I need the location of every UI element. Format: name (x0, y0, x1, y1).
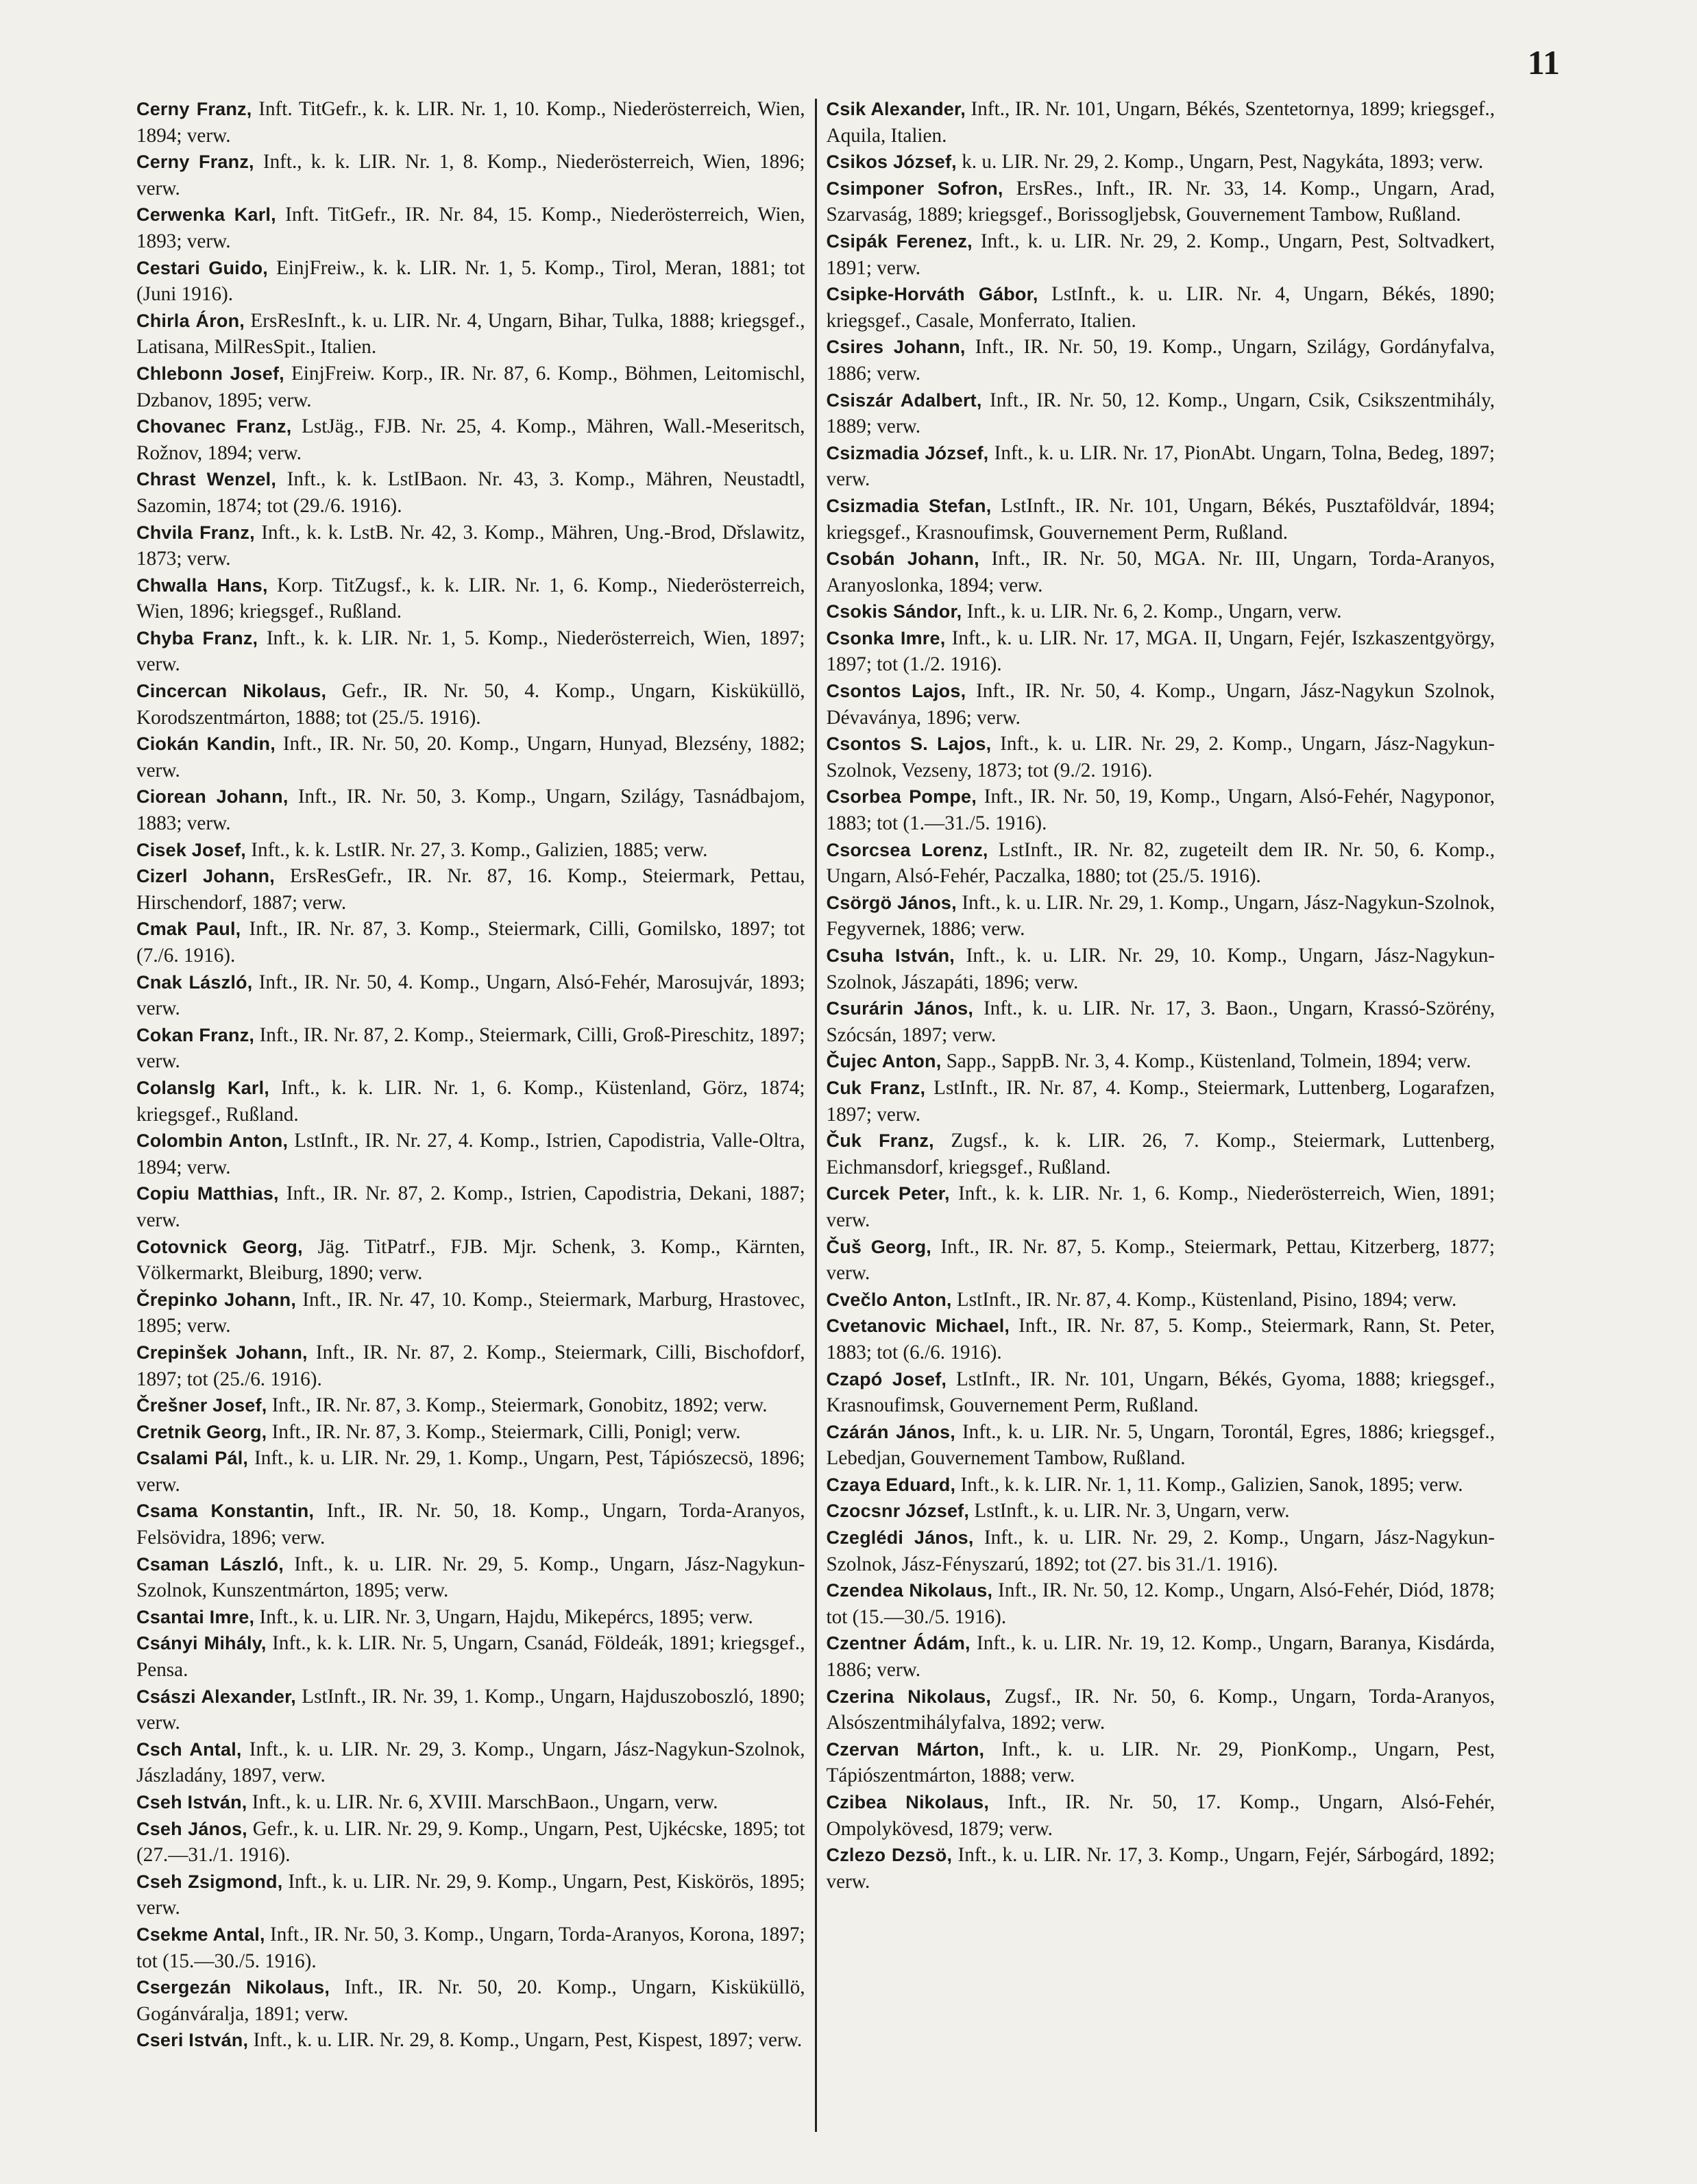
entry-name: Ciokán Kandin, (136, 733, 276, 755)
entry-name: Cretnik Georg, (136, 1421, 267, 1442)
list-entry (136, 520, 805, 572)
entry-name: Cseh István, (136, 1792, 247, 1812)
entry-name: Czárán János, (826, 1421, 955, 1442)
entry-name: Csergezán Nikolaus, (136, 1977, 330, 1998)
list-entry (827, 995, 1495, 1048)
two-column-list (127, 96, 1504, 2139)
entry-details: Inft., k. u. LIR. Nr. 29, 5. Komp., Ungarn, Jász-Nagykun-Szolnok, Kunszentmárton, 1895; verw. (136, 1553, 805, 1602)
list-entry (136, 1736, 805, 1789)
entry-name: Csizmadia József, (826, 442, 989, 463)
entry-details: Inft., k. u. LIR. Nr. 29, 1. Komp., Ungarn, Pest, Tápiószecsö, 1896; verw. (136, 1447, 805, 1496)
list-entry (827, 837, 1495, 890)
entry-name: Czerina Nikolaus, (826, 1686, 992, 1707)
entry-name: Czlezo Dezsö, (826, 1845, 953, 1866)
entry-details: Inft., k. u. LIR. Nr. 29, PionKomp., Ungarn, Pest, Tápiószentmárton, 1888; verw. (826, 1738, 1495, 1787)
list-entry (136, 1974, 805, 2027)
entry-details: ErsRes., Inft., IR. Nr. 33, 14. Komp., Ungarn, Arad, Szarvaság, 1889; kriegsgef., Borissogljebsk, Gouvernement Tambow, Rußland. (826, 177, 1495, 226)
entry-name: Csorcsea Lorenz, (826, 839, 988, 860)
entry-details: Inft., k. u. LIR. Nr. 29, 3. Komp., Ungarn, Jász-Nagykun-Szolnok, Jászladány, 1897, verw. (136, 1738, 805, 1787)
entry-details: Inft., k. u. LIR. Nr. 29, 10. Komp., Ungarn, Jász-Nagykun-Szolnok, Jászapáti, 1896; verw. (826, 945, 1495, 993)
entry-name: Chrast Wenzel, (136, 469, 277, 490)
entry-details: Inft., IR. Nr. 87, 5. Komp., Steiermark, Pettau, Kitzerberg, 1877; verw. (826, 1235, 1495, 1285)
entry-details: Inft., IR. Nr. 50, 12. Komp., Ungarn, Alsó-Fehér, Diód, 1878; tot (15.—30./5. 1916). (826, 1579, 1495, 1628)
entry-details: Gefr., k. u. LIR. Nr. 29, 9. Komp., Ungarn, Pest, Ujkécske, 1895; tot (27.—31./1. 1916). (136, 1817, 805, 1867)
entry-details: Inft., k. u. LIR. Nr. 6, 2. Komp., Ungarn, verw. (966, 600, 1342, 623)
list-entry (136, 1498, 805, 1551)
entry-details: LstJäg., FJB. Nr. 25, 4. Komp., Mähren, Wall.-Meseritsch, Rožnov, 1894; verw. (136, 415, 805, 464)
entry-details: Jäg. TitPatrf., FJB. Mjr. Schenk, 3. Komp., Kärnten, Völkermarkt, Bleiburg, 1890; verw. (136, 1235, 805, 1285)
entry-details: k. u. LIR. Nr. 29, 2. Komp., Ungarn, Pest, Nagykáta, 1893; verw. (962, 151, 1484, 173)
entry-name: Csik Alexander, (826, 99, 966, 119)
entry-name: Cizerl Johann, (136, 866, 275, 887)
entry-name: Czapó Josef, (826, 1368, 947, 1390)
list-entry (136, 1180, 805, 1233)
list-entry (827, 1075, 1495, 1128)
list-entry (827, 625, 1495, 678)
list-entry (136, 678, 805, 731)
list-entry (136, 863, 805, 916)
entry-details: Inft., k. u. LIR. Nr. 29, 9. Komp., Ungarn, Pest, Kiskörös, 1895; verw. (136, 1870, 805, 1919)
list-entry (827, 1630, 1495, 1683)
list-entry (827, 387, 1495, 440)
entry-details: Inft., k. u. LIR. Nr. 6, XVIII. MarschBaon., Ungarn, verw. (252, 1791, 718, 1813)
entry-details: LstInft., IR. Nr. 27, 4. Komp., Istrien, Capodistria, Valle-Oltra, 1894; verw. (136, 1130, 805, 1178)
entry-details: Inft., k. u. LIR. Nr. 19, 12. Komp., Ungarn, Baranya, Kisdárda, 1886; verw. (826, 1632, 1495, 1682)
right-column (817, 96, 1505, 2139)
entry-name: Chovanec Franz, (136, 416, 292, 437)
entry-details: Inft., IR. Nr. 50, 12. Komp., Ungarn, Csik, Csikszentmihály, 1889; verw. (826, 389, 1495, 438)
list-entry (136, 413, 805, 466)
entry-details: Inft., k. u. LIR. Nr. 29, 8. Komp., Ungarn, Pest, Kispest, 1897; verw. (253, 2029, 803, 2052)
entry-details: Inft., k. k. LIR. Nr. 1, 8. Komp., Niederösterreich, Wien, 1896; verw. (136, 151, 805, 199)
list-entry (827, 175, 1495, 228)
list-entry (827, 943, 1495, 995)
entry-details: Inft., k. k. LIR. Nr. 1, 6. Komp., Küstenland, Görz, 1874; kriegsgef., Rußland. (136, 1076, 805, 1126)
entry-details: Inft., IR. Nr. 50, 3. Komp., Ungarn, Torda-Aranyos, Korona, 1897; tot (15.—30./5. 1916). (136, 1923, 805, 1972)
entry-details: Inft., k. k. LIR. Nr. 1, 11. Komp., Galizien, Sanok, 1895; verw. (960, 1473, 1463, 1496)
list-entry (827, 1472, 1495, 1499)
list-entry (136, 1551, 805, 1604)
entry-details: Inft., IR. Nr. 87, 3. Komp., Steiermark, Cilli, Gomilsko, 1897; tot (7./6. 1916). (136, 918, 805, 967)
entry-details: LstInft., IR. Nr. 101, Ungarn, Békés, Gyoma, 1888; kriegsgef., Krasnoufimsk, Gouvernement Perm, Rußland. (826, 1368, 1495, 1417)
entry-name: Csantai Imre, (136, 1606, 255, 1627)
list-entry (136, 1339, 805, 1392)
list-entry (827, 1525, 1495, 1577)
list-entry (136, 916, 805, 969)
entry-name: Čuš Georg, (826, 1236, 931, 1257)
entry-name: Chwalla Hans, (136, 574, 268, 596)
entry-name: Czaya Eduard, (826, 1474, 956, 1495)
list-entry (136, 308, 805, 361)
entry-name: Csama Konstantin, (136, 1501, 315, 1522)
entry-name: Cotovnick Georg, (136, 1236, 303, 1257)
entry-details: LstInft., IR. Nr. 87, 4. Komp., Küstenland, Pisino, 1894; verw. (956, 1288, 1457, 1311)
list-entry (827, 96, 1495, 149)
entry-details: Inft., IR. Nr. 87, 2. Komp., Steiermark, Cilli, Groß-Pireschitz, 1897; verw. (136, 1023, 805, 1073)
entry-details: Inft., k. u. LIR. Nr. 29, 2. Komp., Ungarn, Jász-Nagykun-Szolnok, Jász-Fényszarú, 1892; tot (27. bis 31./1. 1916). (826, 1527, 1495, 1575)
entry-details: Inft., IR. Nr. 101, Ungarn, Békés, Szentetornya, 1899; kriegsgef., Aquila, Italien. (826, 98, 1495, 147)
left-column (127, 96, 815, 2139)
entry-name: Csekme Antal, (136, 1924, 265, 1945)
entry-details: Inft., k. u. LIR. Nr. 29, 2. Komp., Ungarn, Jász-Nagykun-Szolnok, Vezseny, 1873; tot (9./2. 1916). (826, 733, 1495, 781)
entry-details: Inft., k. k. LIR. Nr. 5, Ungarn, Csanád, Földeák, 1891; kriegsgef., Pensa. (136, 1632, 805, 1682)
entry-name: Csányi Mihály, (136, 1633, 267, 1654)
entry-name: Črepinko Johann, (136, 1289, 297, 1310)
list-entry (136, 1445, 805, 1498)
list-entry (136, 361, 805, 413)
entry-details: LstInft., k. u. LIR. Nr. 4, Ungarn, Békés, 1890; kriegsgef., Casale, Monferrato, Italien. (826, 283, 1495, 332)
entry-name: Čujec Anton, (826, 1051, 942, 1072)
entry-details: Inft., IR. Nr. 50, 19, Komp., Ungarn, Alsó-Fehér, Nagyponor, 1883; tot (1.—31./5. 1916). (826, 786, 1495, 835)
entry-details: Zugsf., k. k. LIR. 26, 7. Komp., Steiermark, Luttenberg, Eichmansdorf, kriegsgef., Rußland. (826, 1130, 1495, 1178)
entry-details: LstInft., IR. Nr. 101, Ungarn, Békés, Pusztaföldvár, 1894; kriegsgef., Krasnoufimsk, Gouvernement Perm, Rußland. (826, 494, 1495, 544)
entry-name: Cokan Franz, (136, 1024, 255, 1045)
list-entry (136, 1684, 805, 1736)
list-entry (827, 334, 1495, 387)
list-entry (136, 1789, 805, 1816)
entry-name: Csalami Pál, (136, 1448, 249, 1469)
entry-name: Czeglédi János, (826, 1527, 974, 1549)
entry-details: Korp. TitZugsf., k. k. LIR. Nr. 1, 6. Komp., Niederösterreich, Wien, 1896; kriegsgef., Rußland. (136, 574, 805, 623)
entry-name: Cuk Franz, (826, 1077, 926, 1098)
list-entry (136, 1921, 805, 1974)
list-entry (827, 1128, 1495, 1180)
list-entry (827, 1577, 1495, 1630)
list-entry (136, 731, 805, 784)
entry-name: Crepinšek Johann, (136, 1342, 308, 1363)
entry-name: Csiszár Adalbert, (826, 389, 982, 411)
list-entry (136, 1816, 805, 1869)
list-entry (827, 890, 1495, 943)
entry-name: Czibea Nikolaus, (826, 1792, 990, 1812)
entry-name: Colombin Anton, (136, 1130, 289, 1152)
list-entry (136, 1630, 805, 1683)
entry-name: Császi Alexander, (136, 1686, 296, 1707)
entry-name: Csobán Johann, (826, 548, 979, 570)
entry-details: Inft., k. k. LstB. Nr. 42, 3. Komp., Mähren, Ung.-Brod, Dřslawitz, 1873; verw. (136, 521, 805, 570)
entry-name: Csaman László, (136, 1553, 284, 1575)
entry-details: Inft. TitGefr., k. k. LIR. Nr. 1, 10. Komp., Niederösterreich, Wien, 1894; verw. (136, 98, 805, 147)
entry-details: Inft., k. k. LIR. Nr. 1, 6. Komp., Niederösterreich, Wien, 1891; verw. (826, 1182, 1495, 1231)
entry-name: Cincercan Nikolaus, (136, 681, 327, 702)
list-entry (827, 1287, 1495, 1313)
list-entry (827, 440, 1495, 493)
entry-name: Csörgö János, (826, 892, 957, 913)
entry-name: Cerwenka Karl, (136, 204, 276, 226)
list-entry (136, 837, 805, 864)
entry-details: Inft., IR. Nr. 47, 10. Komp., Steiermark, Marburg, Hrastovec, 1895; verw. (136, 1288, 805, 1337)
entry-name: Csuha István, (826, 945, 955, 966)
entry-details: Inft., IR. Nr. 50, 4. Komp., Ungarn, Alsó-Fehér, Marosujvár, 1893; verw. (136, 971, 805, 1020)
list-entry (827, 546, 1495, 598)
list-entry (827, 1498, 1495, 1525)
entry-details: Inft., k. u. LIR. Nr. 17, 3. Baon., Ungarn, Krassó-Szörény, Szócsán, 1897; verw. (826, 997, 1495, 1046)
list-entry (827, 1313, 1495, 1366)
entry-name: Cseri István, (136, 2030, 249, 2051)
entry-name: Cestari Guido, (136, 257, 268, 278)
list-entry (827, 731, 1495, 784)
entry-name: Črešner Josef, (136, 1395, 267, 1416)
entry-name: Chlebonn Josef, (136, 363, 284, 384)
entry-name: Csizmadia Stefan, (826, 495, 992, 516)
entry-details: Inft., k. k. LstIR. Nr. 27, 3. Komp., Galizien, 1885; verw. (251, 838, 708, 861)
entry-details: LstInft., IR. Nr. 87, 4. Komp., Steiermark, Luttenberg, Logarafzen, 1897; verw. (826, 1076, 1495, 1126)
list-entry (136, 255, 805, 308)
list-entry (827, 1234, 1495, 1287)
list-entry (136, 1392, 805, 1419)
entry-name: Czervan Márton, (826, 1738, 985, 1760)
entry-details: Inft., k. u. LIR. Nr. 5, Ungarn, Torontál, Egres, 1886; kriegsgef., Lebedjan, Gouvernement Tambow, Rußland. (826, 1420, 1495, 1470)
list-entry (827, 1366, 1495, 1419)
entry-name: Cseh János, (136, 1818, 247, 1839)
list-entry (827, 1789, 1495, 1842)
entry-details: Gefr., IR. Nr. 50, 4. Komp., Ungarn, Kisküküllö, Korodszentmárton, 1888; tot (25./5. 1916). (136, 680, 805, 729)
entry-details: Inft., k. u. LIR. Nr. 17, MGA. II, Ungarn, Fejér, Iszkaszentgyörgy, 1897; tot (1./2. 1916). (826, 627, 1495, 676)
entry-details: Inft., IR. Nr. 87, 3. Komp., Steiermark, Gonobitz, 1892; verw. (271, 1394, 768, 1417)
entry-name: Csires Johann, (826, 337, 966, 358)
entry-name: Csurárin János, (826, 998, 974, 1019)
entry-details: Inft., IR. Nr. 50, 19. Komp., Ungarn, Szilágy, Gordányfalva, 1886; verw. (826, 336, 1495, 385)
entry-details: EinjFreiw., k. k. LIR. Nr. 1, 5. Komp., Tirol, Meran, 1881; tot (Juni 1916). (136, 256, 805, 306)
entry-name: Csch Antal, (136, 1738, 242, 1760)
entry-details: Inft., k. k. LIR. Nr. 1, 5. Komp., Niederösterreich, Wien, 1897; verw. (136, 627, 805, 676)
entry-details: LstInft., IR. Nr. 82, zugeteilt dem IR. Nr. 50, 6. Komp., Ungarn, Alsó-Fehér, Paczalka, 1880; tot (25./5. 1916). (826, 838, 1495, 888)
entry-name: Cerny Franz, (136, 151, 254, 173)
list-entry (136, 466, 805, 519)
entry-name: Czocsnr József, (826, 1501, 970, 1522)
entry-name: Cerny Franz, (136, 99, 252, 119)
entry-details: Inft., IR. Nr. 50, MGA. Nr. III, Ungarn, Torda-Aranyos, Aranyoslonka, 1894; verw. (826, 548, 1495, 596)
entry-details: Inft., IR. Nr. 50, 3. Komp., Ungarn, Szilágy, Tasnádbajom, 1883; verw. (136, 786, 805, 835)
list-entry (827, 1048, 1495, 1075)
entry-details: Inft., k. u. LIR. Nr. 17, PionAbt. Ungarn, Tolna, Bedeg, 1897; verw. (826, 441, 1495, 491)
list-entry (827, 1419, 1495, 1472)
entry-name: Colanslg Karl, (136, 1077, 269, 1098)
entry-details: Inft., IR. Nr. 87, 2. Komp., Steiermark, Cilli, Bischofdorf, 1897; tot (25./6. 1916). (136, 1341, 805, 1390)
entry-details: Inft., IR. Nr. 50, 4. Komp., Ungarn, Jász-Nagykun Szolnok, Dévaványa, 1896; verw. (826, 680, 1495, 729)
entry-details: Inft., IR. Nr. 87, 3. Komp., Steiermark, Cilli, Ponigl; verw. (271, 1420, 741, 1443)
entry-name: Cvetanovic Michael, (826, 1315, 1010, 1337)
list-entry (136, 1075, 805, 1128)
entry-name: Csimponer Sofron, (826, 178, 1003, 199)
entry-details: Inft., IR. Nr. 87, 2. Komp., Istrien, Capodistria, Dekani, 1887; verw. (136, 1182, 805, 1231)
entry-details: Sapp., SappB. Nr. 3, 4. Komp., Küstenland, Tolmein, 1894; verw. (946, 1050, 1472, 1073)
list-entry (136, 1604, 805, 1631)
entry-name: Cmak Paul, (136, 919, 241, 940)
entry-details: Inft., IR. Nr. 87, 5. Komp., Steiermark, Rann, St. Peter, 1883; tot (6./6. 1916). (826, 1315, 1495, 1363)
list-entry (827, 598, 1495, 625)
entry-details: ErsResGefr., IR. Nr. 87, 16. Komp., Steiermark, Pettau, Hirschendorf, 1887; verw. (136, 865, 805, 914)
entry-details: Inft., k. u. LIR. Nr. 3, Ungarn, Hajdu, Mikepércs, 1895; verw. (259, 1605, 753, 1628)
entry-name: Csorbea Pompe, (826, 786, 977, 808)
entry-details: Inft., IR. Nr. 50, 17. Komp., Ungarn, Alsó-Fehér, Ompolykövesd, 1879; verw. (826, 1791, 1495, 1840)
entry-name: Csipák Ferenez, (826, 230, 973, 252)
entry-details: LstInft., IR. Nr. 39, 1. Komp., Ungarn, Hajduszoboszló, 1890; verw. (136, 1685, 805, 1734)
entry-details: EinjFreiw. Korp., IR. Nr. 87, 6. Komp., Böhmen, Leitomischl, Dzbanov, 1895; verw. (136, 362, 805, 411)
entry-details: Inft., IR. Nr. 50, 20. Komp., Ungarn, Hunyad, Blezsény, 1882; verw. (136, 733, 805, 781)
list-entry (827, 1684, 1495, 1736)
list-entry (827, 678, 1495, 731)
entry-name: Chirla Áron, (136, 310, 245, 331)
list-entry (136, 202, 805, 254)
entry-name: Czendea Nikolaus, (826, 1580, 993, 1601)
list-entry (136, 1128, 805, 1180)
entry-name: Cnak László, (136, 971, 253, 993)
list-entry (136, 784, 805, 836)
list-entry (136, 969, 805, 1022)
entry-name: Cseh Zsigmond, (136, 1871, 283, 1892)
list-entry (136, 625, 805, 678)
entry-name: Csokis Sándor, (826, 601, 962, 622)
list-entry (136, 572, 805, 625)
list-entry (136, 1287, 805, 1339)
entry-details: Inft., IR. Nr. 50, 18. Komp., Ungarn, Torda-Aranyos, Felsövidra, 1896; verw. (136, 1500, 805, 1549)
entry-name: Csonka Imre, (826, 627, 946, 648)
list-entry (827, 1842, 1495, 1895)
list-entry (827, 1736, 1495, 1789)
list-entry (136, 1022, 805, 1075)
entry-name: Czentner Ádám, (826, 1633, 970, 1654)
list-entry (827, 149, 1495, 175)
list-entry (827, 228, 1495, 281)
entry-details: Inft. TitGefr., IR. Nr. 84, 15. Komp., Niederösterreich, Wien, 1893; verw. (136, 204, 805, 252)
list-entry (827, 784, 1495, 836)
entry-name: Csikos József, (826, 151, 957, 173)
entry-name: Csipke-Horváth Gábor, (826, 284, 1038, 305)
list-entry (136, 96, 805, 149)
entry-details: Zugsf., IR. Nr. 50, 6. Komp., Ungarn, Torda-Aranyos, Alsószentmihályfalva, 1892; verw. (826, 1685, 1495, 1734)
entry-name: Cvečlo Anton, (826, 1289, 952, 1310)
entry-details: Inft., k. u. LIR. Nr. 29, 1. Komp., Ungarn, Jász-Nagykun-Szolnok, Fegyvernek, 1886; verw. (826, 891, 1495, 941)
entry-name: Cisek Josef, (136, 839, 246, 860)
entry-name: Copiu Matthias, (136, 1183, 279, 1204)
entry-name: Curcek Peter, (826, 1183, 950, 1204)
list-entry (136, 2027, 805, 2054)
entry-details: Inft., IR. Nr. 50, 20. Komp., Ungarn, Kisküküllö, Gogánváralja, 1891; verw. (136, 1976, 805, 2025)
page-number: 11 (1527, 43, 1560, 82)
entry-name: Chvila Franz, (136, 522, 255, 543)
list-entry (827, 1180, 1495, 1233)
list-entry (136, 1419, 805, 1446)
list-entry (827, 281, 1495, 334)
list-entry (827, 493, 1495, 546)
entry-name: Ciorean Johann, (136, 786, 289, 808)
entry-details: LstInft., k. u. LIR. Nr. 3, Ungarn, verw. (974, 1500, 1290, 1522)
list-entry (136, 1869, 805, 1921)
entry-details: Inft., k. u. LIR. Nr. 29, 2. Komp., Ungarn, Pest, Soltvadkert, 1891; verw. (826, 230, 1495, 279)
entry-name: Csontos Lajos, (826, 681, 966, 702)
entry-details: Inft., k. k. LstIBaon. Nr. 43, 3. Komp., Mähren, Neustadtl, Sazomin, 1874; tot (29./6. 1916). (136, 468, 805, 517)
entry-details: Inft., k. u. LIR. Nr. 17, 3. Komp., Ungarn, Fejér, Sárbogárd, 1892; verw. (826, 1844, 1495, 1893)
entry-name: Čuk Franz, (826, 1130, 934, 1152)
list-entry (136, 149, 805, 202)
list-entry (136, 1234, 805, 1287)
entry-details: ErsResInft., k. u. LIR. Nr. 4, Ungarn, Bihar, Tulka, 1888; kriegsgef., Latisana, MilResSpit., Italien. (136, 309, 805, 359)
entry-name: Csontos S. Lajos, (826, 733, 992, 755)
entry-name: Chyba Franz, (136, 627, 258, 648)
